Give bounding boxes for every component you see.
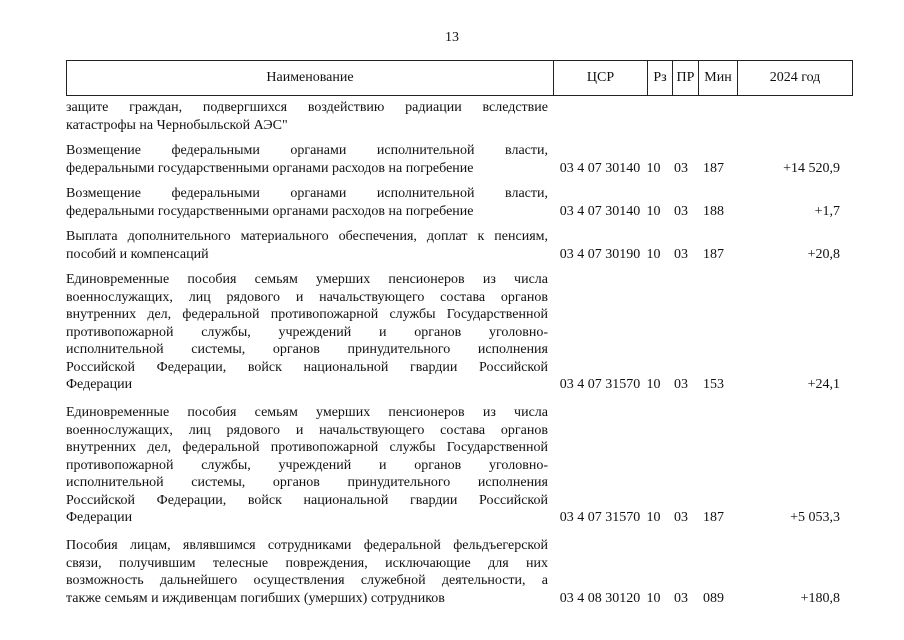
row-pr: 03 xyxy=(674,246,688,262)
row-amount: +14 520,9 xyxy=(783,160,840,176)
row-csr: 03 4 07 31570 xyxy=(559,377,641,392)
row-csr: 03 4 08 30120 xyxy=(559,590,641,606)
row-rz: 10 xyxy=(646,246,661,262)
header-year: 2024 год xyxy=(769,70,821,85)
row-min: 153 xyxy=(703,377,724,392)
header-name: Наименование xyxy=(67,61,554,95)
row-min: 188 xyxy=(703,203,724,219)
table-row xyxy=(66,185,853,220)
row-csr: 03 4 07 30140 xyxy=(559,160,641,176)
row-name-line: внутренних дел, федеральной противопожарной службы Государственной xyxy=(66,440,548,455)
row-pr: 03 xyxy=(674,203,688,219)
row-amount: +5 053,3 xyxy=(790,510,840,525)
row-name-line: Российской Федерации, войск национальной гвардии Российской xyxy=(66,492,548,508)
row-name-line: связи, получившим телесные повреждения, исключающие для них xyxy=(66,555,548,571)
row-name-line: исполнительной системы, органов принудительного исполнения xyxy=(66,475,548,490)
row-name xyxy=(66,185,548,220)
row-name-line: Возмещение федеральными органами исполнительной власти, xyxy=(66,143,548,158)
row-rz: 10 xyxy=(646,590,661,606)
row-name-line: Единовременные пособия семьям умерших пенсионеров из числа xyxy=(66,405,548,420)
row-pr: 03 xyxy=(674,160,688,176)
row-name-line: внутренних дел, федеральной противопожарной службы Государственной xyxy=(66,307,548,322)
row-name-line: Российской Федерации, войск национальной гвардии Российской xyxy=(66,359,548,375)
table-row xyxy=(66,537,853,607)
row-csr: 03 4 07 30190 xyxy=(559,246,641,262)
row-name-line: противопожарной службы, учреждений и органов уголовно- xyxy=(66,324,548,340)
row-min: 187 xyxy=(703,246,724,262)
row-name xyxy=(66,404,548,527)
row-pr: 03 xyxy=(674,590,688,606)
header-min: Мин xyxy=(699,61,738,95)
row-name-line: Пособия лицам, являвшимся сотрудниками федеральной фельдъегерской xyxy=(66,538,548,553)
page-number: 13 xyxy=(445,30,459,45)
row-name xyxy=(66,271,548,394)
row-name-line: военнослужащих, лиц рядового и начальствующего состава органов xyxy=(66,422,548,438)
row-name-line: катастрофы на Чернобыльской АЭС" xyxy=(66,117,288,133)
row-amount: +180,8 xyxy=(800,590,840,606)
row-csr: 03 4 07 31570 xyxy=(559,510,641,525)
row-name xyxy=(66,228,548,263)
row-name-line: Возмещение федеральными органами исполнительной власти, xyxy=(66,186,548,201)
row-name-line: федеральными государственными органами расходов на погребение xyxy=(66,160,474,176)
row-csr: 03 4 07 30140 xyxy=(559,203,641,219)
header-rz: Рз xyxy=(648,61,673,95)
row-amount: +24,1 xyxy=(807,377,840,392)
table-row xyxy=(66,228,853,263)
row-name-line: возможность дальнейшего осуществления служебной деятельности, а xyxy=(66,573,548,588)
row-amount: +20,8 xyxy=(807,246,840,262)
row-name-line: Федерации xyxy=(66,377,133,392)
row-name-line: пособий и компенсаций xyxy=(66,246,209,262)
row-rz: 10 xyxy=(646,510,661,525)
header-pr: ПР xyxy=(673,61,699,95)
row-name-line: исполнительной системы, органов принудительного исполнения xyxy=(66,342,548,357)
table-row xyxy=(66,271,853,394)
row-name-line: Выплата дополнительного материального обеспечения, доплат к пенсиям, xyxy=(66,229,548,244)
row-name-line: военнослужащих, лиц рядового и начальствующего состава органов xyxy=(66,289,548,305)
header-csr: ЦСР xyxy=(554,61,648,95)
table-header xyxy=(66,60,853,96)
row-amount: +1,7 xyxy=(814,203,840,219)
row-min: 187 xyxy=(703,510,724,525)
row-name-line: защите граждан, подвергшихся воздействию радиации вследствие xyxy=(66,100,548,115)
table-row xyxy=(66,99,853,134)
row-name-line: противопожарной службы, учреждений и органов уголовно- xyxy=(66,457,548,473)
row-min: 187 xyxy=(703,160,724,176)
row-name xyxy=(66,142,548,177)
table-row xyxy=(66,404,853,527)
row-pr: 03 xyxy=(674,510,688,525)
row-name-line: Федерации xyxy=(66,510,133,525)
row-name-line: Единовременные пособия семьям умерших пенсионеров из числа xyxy=(66,272,548,287)
row-name-line: федеральными государственными органами расходов на погребение xyxy=(66,203,474,219)
row-name-line: также семьям и иждивенцам погибших (умерших) сотрудников xyxy=(66,590,445,606)
row-name xyxy=(66,99,548,134)
row-name xyxy=(66,537,548,607)
row-min: 089 xyxy=(703,590,724,606)
row-rz: 10 xyxy=(646,160,661,176)
row-rz: 10 xyxy=(646,203,661,219)
table-row xyxy=(66,142,853,177)
row-pr: 03 xyxy=(674,377,688,392)
row-rz: 10 xyxy=(646,377,661,392)
